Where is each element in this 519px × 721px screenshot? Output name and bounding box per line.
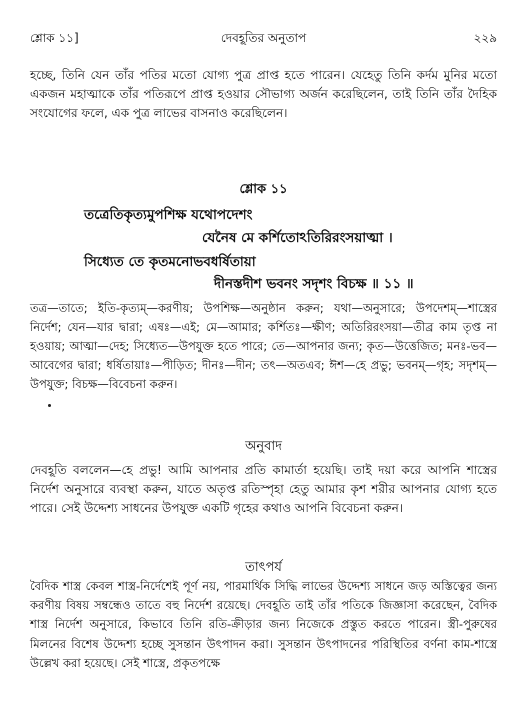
- verse-line-4: দীনস্তদীশ ভবনং সদৃশং বিচক্ষ ॥ ১১ ॥: [214, 276, 414, 292]
- verse-line-2: যেনৈষ মে কর্শিতোঽতিরিরংসয়াত্মা ।: [202, 230, 393, 246]
- header-verse-ref: শ্লোক ১১]: [30, 31, 79, 45]
- verse-line-1: তত্রেতিকৃত্যমুপশিক্ষ যথোপদেশং: [84, 207, 253, 223]
- verse-heading: শ্লোক ১১: [239, 182, 288, 197]
- purport-paragraph: বৈদিক শাস্ত্র কেবল শাস্ত্র-নির্দেশেই পূর্ণ নয়, পারমার্থিক সিদ্ধি লাভের উদ্দেশ্য সাধনে জড় অস্তিত্বের জন্য করণীয় বিষয় সম্বন্ধেও তাতে বহু নির্দেশ রয়েছে। দেবহূতি তাই তাঁর পতিকে জিজ্ঞাসা করেছেন, বৈদিক শাস্ত্র নির্দেশ অনুসারে, কিভাবে তিনি রতি-ক্রীড়ার জন্য নিজেকে প্রস্তুত করতে পারেন। স্ত্রী-পুরুষের মিলনের বিশেষ উদ্দেশ্য হচ্ছে সুসন্তান উৎপাদন করা। সুসন্তান উৎপাদনের পরিস্থিতির বর্ণনা কাম-শাস্ত্রে উল্লেখ করা হয়েছে। সেই শাস্ত্রে, প্রকৃতপক্ষে: [30, 579, 497, 670]
- header-chapter-title: দেবহূতির অনুতাপ: [220, 31, 307, 45]
- translation-paragraph: দেবহূতি বললেন—হে প্রভু! আমি আপনার প্রতি কামার্তা হয়েছি। তাই দয়া করে আপনি শাস্ত্রের নির্দেশ অনুসারে ব্যবস্থা করুন, যাতে অতৃপ্ত রতিস্পৃহা হেতু আমার কৃশ শরীর আপনার যোগ্য হতে পারে। সেই উদ্দেশ্য সাধনের উপযুক্ত একটি গৃহের কথাও আপনি বিবেচনা করুন।: [30, 463, 497, 515]
- purport-title: তাৎপর্য: [245, 560, 282, 575]
- verse-line-3: সিধ্যেত তে কৃতমনোভবধর্ষিতায়া: [84, 254, 256, 270]
- running-header: [30, 30, 497, 50]
- translation-title: অনুবাদ: [245, 439, 282, 454]
- synonyms-paragraph: তত্র—তাতে; ইতি-কৃত্যম্—করণীয়; উপশিক্ষ—অনুষ্ঠান করুন; যথা—অনুসারে; উপদেশম্—শাস্ত্রের নির্দেশ; যেন—যার দ্বারা; এষঃ—এই; মে—আমার; কর্শিতঃ—ক্ষীণ; অতিরিরংসয়া—তীব্র কাম তৃপ্ত না হওয়ায়; আত্মা—দেহ; সিধ্যেত—উপযুক্ত হতে পারে; তে—আপনার জন্য; কৃত—উত্তেজিত; মনঃ-ভব—আবেগের দ্বারা; ধর্ষিতায়াঃ—পীড়িত; দীনঃ—দীন; তৎ—অতএব; ঈশ—হে প্রভু; ভবনম্—গৃহ; সদৃশম্—উপযুক্ত; বিচক্ষ—বিবেচনা করুন।: [30, 301, 497, 391]
- stray-mark: [48, 404, 51, 407]
- intro-paragraph: হচ্ছে, তিনি যেন তাঁর পতির মতো যোগ্য পুত্র প্রাপ্ত হতে পারেন। যেহেতু তিনি কর্দম মুনির মতো একজন মহাত্মাকে তাঁর পতিরূপে প্রাপ্ত হওয়ার সৌভাগ্য অর্জন করেছিলেন, তাই তিনি তাঁর দৈহিক সংযোগের ফলে, এক পুত্র লাভের বাসনাও করেছিলেন।: [30, 68, 497, 120]
- page-number: ২২৯: [473, 31, 497, 45]
